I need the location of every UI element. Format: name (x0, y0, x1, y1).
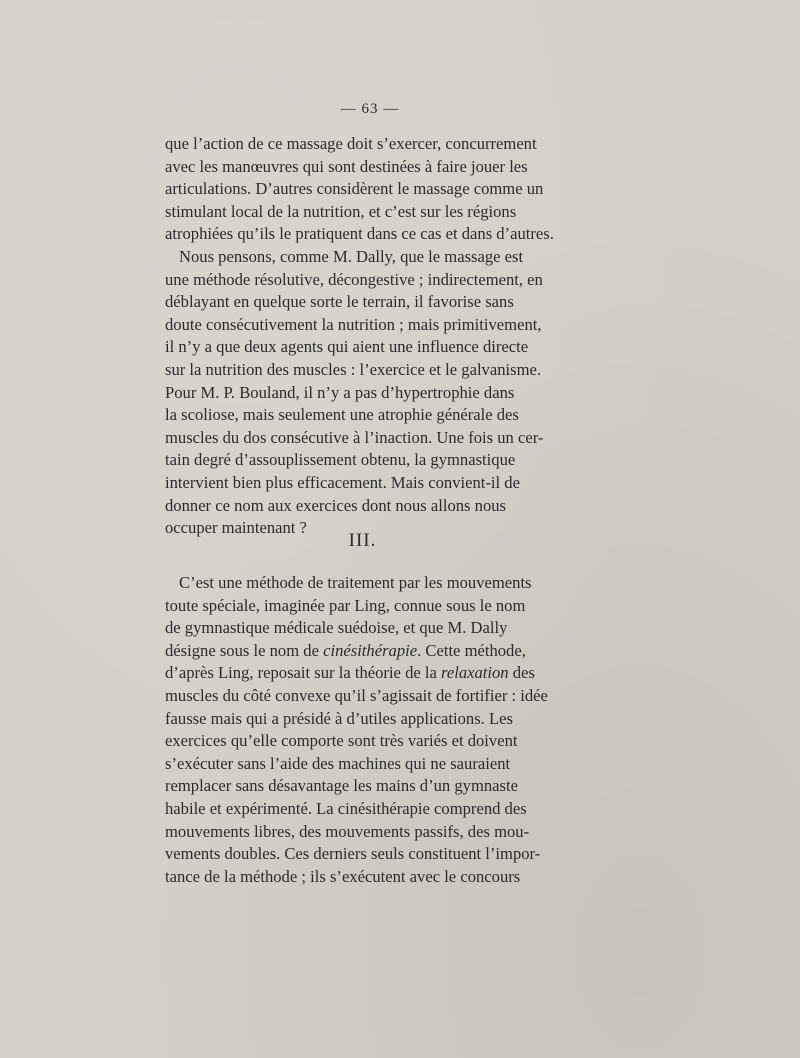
text-line: muscles du côté convexe qu’il s’agissait de fortifier : idée (165, 685, 548, 705)
paragraph-2 (165, 246, 560, 540)
text-line: habile et expérimenté. La cinésithérapie comprend des (165, 798, 527, 818)
text-line: intervient bien plus efficacement. Mais convient-il de (165, 472, 520, 492)
text-line: mouvements libres, des mouvements passifs, des mou- (165, 821, 530, 841)
paragraph-1 (165, 133, 560, 246)
italic-term-relaxation: relaxation (441, 663, 509, 683)
text-line: déblayant en quelque sorte le terrain, il favorise sans (165, 292, 514, 312)
text-line: exercices qu’elle comporte sont très variés et doivent (165, 731, 518, 751)
text-line: tance de la méthode ; ils s’exécutent avec le concours (165, 866, 521, 886)
text-line: remplacer sans désavantage les mains d’un gymnaste (165, 776, 518, 796)
text-line: désigne sous le nom de cinésithérapie . Cette méthode, (165, 640, 560, 663)
italic-term-cinesitherapie: cinésithérapie (323, 640, 418, 660)
text-line: Pour M. P. Bouland, il n’y a pas d’hypertrophie dans (165, 382, 515, 402)
text-line: avec les manœuvres qui sont destinées à faire jouer les (165, 156, 528, 176)
text-line: que l’action de ce massage doit s’exercer, concurrement (165, 134, 537, 153)
text-line: donner ce nom aux exercices dont nous allons nous (165, 495, 507, 515)
text-line: d’après Ling, reposait sur la théorie de la relaxation des (165, 662, 560, 685)
text-line: la scoliose, mais seulement une atrophie générale des (165, 405, 519, 425)
text-line: de gymnastique médicale suédoise, et que M. Dally (165, 618, 508, 638)
text-line: occuper maintenant ? (165, 518, 307, 538)
text-line: une méthode résolutive, décongestive ; indirectement, en (165, 269, 543, 289)
text-line: atrophiées qu’ils le pratiquent dans ce cas et dans d’autres. (165, 224, 554, 244)
text-line: il n’y a que deux agents qui aient une influence directe (165, 337, 529, 357)
text-line: fausse mais qui a présidé à d’utiles applications. Les (165, 708, 513, 728)
text-line: doute consécutivement la nutrition ; mais primitivement, (165, 314, 542, 334)
text-line: muscles du dos consécutive à l’inaction. Une fois un cer- (165, 427, 544, 447)
text-line: s’exécuter sans l’aide des machines qui ne sauraient (165, 753, 511, 773)
text-line: toute spéciale, imaginée par Ling, connue sous le nom (165, 595, 526, 615)
text-line: Nous pensons, comme M. Dally, que le massage est (179, 247, 524, 266)
text-line: articulations. D’autres considèrent le massage comme un (165, 179, 544, 199)
paragraph-3 (165, 572, 560, 888)
text-line: vements doubles. Ces derniers seuls constituent l’impor- (165, 844, 541, 864)
text-line: sur la nutrition des muscles : l’exercice et le galvanisme. (165, 359, 542, 379)
section-heading: III. (348, 530, 377, 551)
text-line: tain degré d’assouplissement obtenu, la gymnastique (165, 450, 516, 470)
page-number: — 63 — (340, 101, 400, 117)
text-line: C’est une méthode de traitement par les mouvements (179, 573, 532, 592)
text-line: stimulant local de la nutrition, et c’est sur les régions (165, 201, 517, 221)
